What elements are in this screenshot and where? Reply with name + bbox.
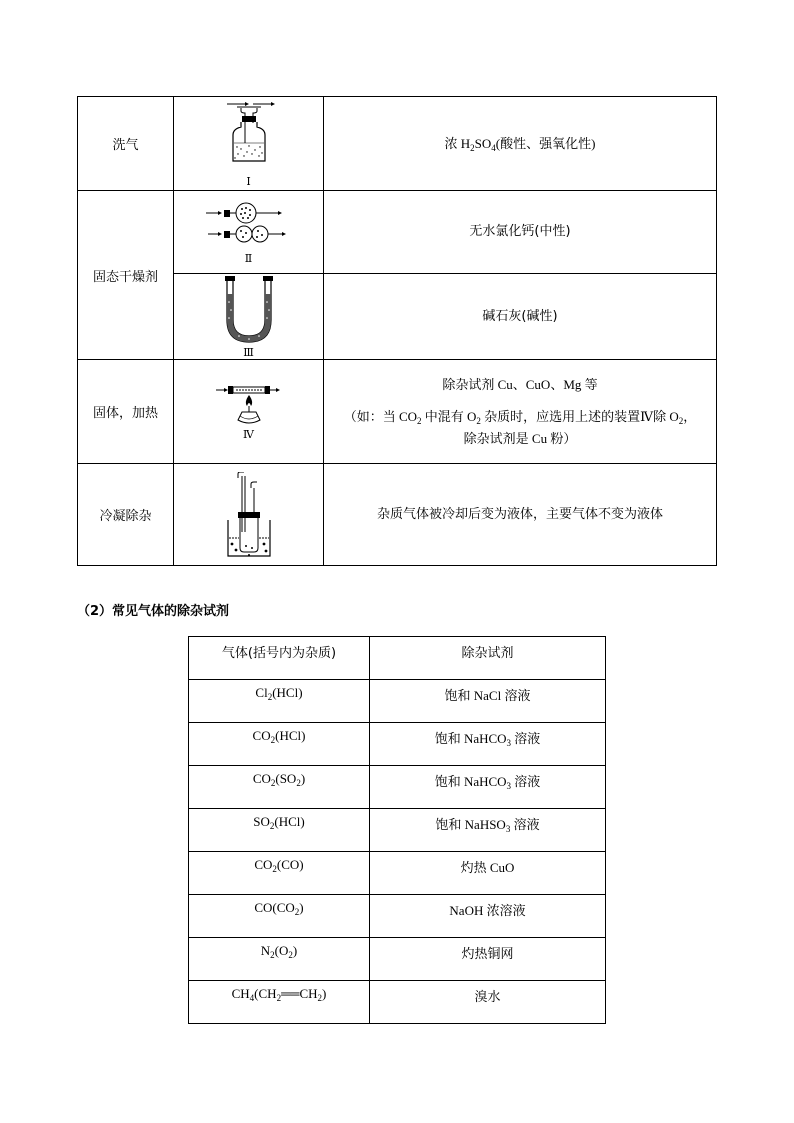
reagent-cell: 饱和 NaHCO$_3$ 溶液 [370, 766, 606, 809]
gas-washing-bottle-icon [219, 99, 279, 181]
table-row [78, 360, 717, 464]
reagent-cell: 灼热铜网 [370, 938, 606, 981]
gas-cell: $Cl_2(HCl)$ [189, 680, 370, 723]
column-header-reagent: 除杂试剂 [370, 637, 606, 680]
apparatus-number: Ⅰ [246, 176, 251, 188]
table-row [189, 895, 606, 938]
table-row [78, 97, 717, 191]
column-header-gas: 气体(括号内为杂质) [189, 637, 370, 680]
apparatus-cell [174, 97, 324, 191]
apparatus-number: Ⅲ [243, 347, 254, 359]
condensation-beaker-icon [224, 472, 274, 558]
gas-purification-apparatus-table [77, 96, 717, 566]
drying-tube-icon [204, 200, 294, 256]
reagent-description: 无水氯化钙(中性) [324, 191, 717, 274]
gas-cell: $N_2(O_2)$ [189, 938, 370, 981]
reagent-cell: 饱和 NaHSO$_3$ 溶液 [370, 809, 606, 852]
apparatus-cell [174, 464, 324, 566]
gas-cell: $CO_2(CO)$ [189, 852, 370, 895]
note-line-3: 除杂试剂是 Cu 粉） [463, 430, 577, 446]
table-row [78, 464, 717, 566]
gas-impurity-reagent-table [188, 636, 606, 1024]
gas-cell: $CO_2(SO_2)$ [189, 766, 370, 809]
reagent-description [324, 360, 717, 464]
reagent-cell: 灼热 CuO [370, 852, 606, 895]
apparatus-number: Ⅱ [244, 252, 253, 265]
table-row [189, 809, 606, 852]
table-row [78, 191, 717, 274]
method-label: 固体，加热 [78, 360, 174, 464]
note-line-1: 除杂试剂 Cu、CuO、Mg 等 [442, 376, 598, 392]
apparatus-cell [174, 191, 324, 274]
apparatus-cell [174, 274, 324, 360]
method-label: 冷凝除杂 [78, 464, 174, 566]
reagent-cell: 饱和 NaHCO$_3$ 溶液 [370, 723, 606, 766]
apparatus-number: Ⅳ [243, 429, 254, 441]
section-heading: （2）常见气体的除杂试剂 [77, 604, 230, 619]
reagent-cell: 饱和 NaCl 溶液 [370, 680, 606, 723]
method-label: 固态干燥剂 [78, 191, 174, 360]
gas-cell: $CO(CO_2)$ [189, 895, 370, 938]
reagent-cell: 溴水 [370, 981, 606, 1024]
u-tube-icon [219, 274, 279, 352]
table-row [189, 981, 606, 1024]
apparatus-cell [174, 360, 324, 464]
table-row [189, 938, 606, 981]
reagent-description: 浓 $H_2SO_4$(酸性、强氧化性) [324, 97, 717, 191]
table-row [189, 766, 606, 809]
heated-tube-icon [214, 382, 284, 432]
reagent-description: 碱石灰(碱性) [324, 274, 717, 360]
gas-cell: $SO_2(HCl)$ [189, 809, 370, 852]
reagent-description: 杂质气体被冷却后变为液体，主要气体不变为液体 [324, 464, 717, 566]
table-row [78, 274, 717, 360]
table-row [189, 680, 606, 723]
gas-cell: $CO_2(HCl)$ [189, 723, 370, 766]
note-line-2: （如：当 $CO_2$ 中混有 $O_2$ 杂质时，应选用上述的装置Ⅳ除 $O_2$， [343, 408, 697, 426]
table-header-row [189, 637, 606, 680]
gas-cell: $CH_4(CH_2══CH_2)$ [189, 981, 370, 1024]
method-label: 洗气 [78, 97, 174, 191]
table-row [189, 723, 606, 766]
reagent-cell: NaOH 浓溶液 [370, 895, 606, 938]
table-row [189, 852, 606, 895]
